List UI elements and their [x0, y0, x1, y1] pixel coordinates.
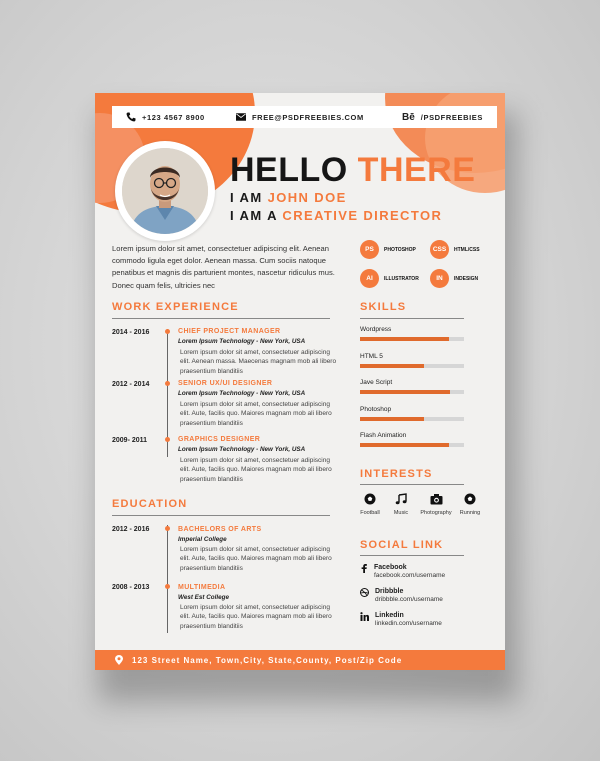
degree-title: BACHELORS OF ARTS	[178, 526, 262, 533]
job-title: GRAPHICS DESIGNER	[178, 436, 261, 443]
software-badge	[360, 240, 416, 259]
name-line	[230, 190, 347, 205]
there-word: THERE	[357, 151, 476, 189]
contact-bar	[112, 106, 497, 128]
job-company: Lorem Ipsum Technology - New York, USA	[178, 338, 306, 345]
social-name: Dribbble	[375, 588, 404, 595]
behance-contact	[402, 112, 483, 123]
interest-item	[381, 493, 421, 516]
email-address: FREE@PSDFREEBIES.COM	[252, 112, 364, 122]
football-icon	[364, 493, 376, 505]
skill-bar-fill	[360, 390, 450, 394]
phone-contact	[126, 112, 236, 122]
page-title	[230, 151, 475, 190]
skill-name: Jave Script	[360, 379, 393, 386]
interests-heading: INTERESTS	[360, 468, 433, 480]
person-name: JOHN DOE	[267, 190, 347, 205]
job-description: Lorem ipsum dolor sit amet, consectetuer adipiscing elit. Aute, facilis quo. Maiores magnam mob ali libero praesentium blanditiis	[180, 401, 332, 427]
skill-bar-fill	[360, 337, 449, 341]
social-url[interactable]: linkedin.com/username	[375, 620, 442, 627]
software-label: HTML/CSS	[454, 246, 480, 253]
divider	[360, 318, 464, 319]
facebook-icon	[360, 564, 368, 573]
timeline-dot	[165, 381, 170, 386]
interest-label: Music	[393, 510, 409, 516]
profile-photo-frame	[115, 141, 215, 241]
social-item-facebook[interactable]	[360, 564, 445, 579]
interest-label: Photography	[420, 510, 452, 516]
camera-icon	[430, 493, 443, 505]
education-heading: EDUCATION	[112, 498, 188, 510]
dribbble-icon	[360, 588, 369, 597]
skill-bar-fill	[360, 443, 449, 447]
job-years: 2012 - 2014	[112, 381, 150, 388]
illustrator-icon: AI	[360, 269, 379, 288]
skill-bar-track	[360, 337, 464, 341]
email-contact	[236, 112, 386, 122]
school-name: West Est College	[178, 594, 229, 601]
divider	[360, 555, 464, 556]
timeline-dot	[165, 584, 170, 589]
skill-name: Wordpress	[360, 326, 392, 333]
social-link-heading: SOCIAL LINK	[360, 539, 444, 551]
job-title: CHIEF PROJECT MANAGER	[178, 328, 281, 335]
interest-label: Running	[459, 510, 481, 516]
skill-name: Photoshop	[360, 405, 392, 413]
skill-bar-track	[360, 417, 464, 421]
behance-handle: /PSDFREEBIES	[420, 112, 483, 122]
job-description: Lorem ipsum dolor sit amet, consectetuer adipiscing elit. Aenean massa. Maecenas magnam mob ali libero praesentium blanditiis	[180, 349, 337, 375]
skill-bar-fill	[360, 364, 424, 368]
skill-name: HTML 5	[360, 352, 383, 360]
social-item-linkedin[interactable]	[360, 612, 442, 627]
intro-paragraph: Lorem ipsum dolor sit amet, consectetuer adipiscing elit. Aenean commodo ligula eget dolor. Aenean massa. Cum sociis natoque penatibus et magnis dis parturient montes, nascetur ridiculus mus. Donec quam felis, ultricies nec	[112, 244, 335, 290]
software-badge	[430, 240, 480, 259]
name-prefix: I AM	[230, 190, 263, 205]
divider	[112, 318, 330, 319]
phone-icon	[126, 112, 136, 122]
social-url[interactable]: facebook.com/username	[374, 572, 446, 579]
job-role: CREATIVE DIRECTOR	[282, 208, 443, 223]
skill-bar-fill	[360, 417, 424, 421]
skill-bar-track	[360, 443, 464, 447]
school-name: Imperial College	[178, 536, 227, 543]
interest-label: Football	[360, 510, 380, 516]
avatar	[122, 148, 208, 234]
indesign-icon: IN	[430, 269, 449, 288]
software-badge	[360, 269, 419, 288]
software-badge	[430, 269, 478, 288]
work-experience-heading: WORK EXPERIENCE	[112, 301, 239, 313]
job-title: SENIOR UX/UI DESIGNER	[178, 380, 273, 387]
job-years: 2014 - 2016	[112, 329, 150, 336]
timeline-dot	[165, 526, 170, 531]
interest-item	[450, 493, 490, 516]
job-years: 2009- 2011	[112, 437, 148, 444]
timeline-dot	[165, 437, 170, 442]
edu-description: Lorem ipsum dolor sit amet, consectetuer adipiscing elit. Aute, facilis quo. Maiores magnam mob ali libero praesentium blanditiis	[180, 604, 332, 630]
resume-page	[95, 93, 505, 670]
software-label: INDESIGN	[454, 275, 479, 282]
address-footer	[95, 650, 505, 670]
social-name: Facebook	[374, 564, 407, 571]
job-description: Lorem ipsum dolor sit amet, consectetuer adipiscing elit. Aute, facilis quo. Maiores magnam mob ali libero praesentium blanditiis	[180, 457, 332, 483]
timeline-dot	[165, 329, 170, 334]
location-pin-icon	[115, 655, 123, 665]
behance-icon: Bē	[401, 111, 415, 123]
skill-bar-track	[360, 390, 464, 394]
education-timeline	[167, 525, 168, 633]
photoshop-icon: PS	[360, 240, 379, 259]
role-prefix: I AM A	[230, 208, 278, 223]
portrait-image	[122, 148, 208, 234]
edu-description: Lorem ipsum dolor sit amet, consectetuer adipiscing elit. Aute, facilis quo. Maiores magnam mob ali libero praesentium blanditiis	[180, 546, 332, 572]
address-text: 123 Street Name, Town,City, State,County, Post/Zip Code	[132, 655, 403, 665]
divider	[360, 484, 464, 485]
skills-heading: SKILLS	[360, 301, 407, 313]
music-icon	[395, 493, 407, 505]
edu-years: 2012 - 2016	[112, 526, 150, 533]
css-icon: CSS	[430, 240, 449, 259]
role-line	[230, 208, 442, 223]
skill-bar-track	[360, 364, 464, 368]
social-name: Linkedin	[375, 612, 404, 619]
linkedin-icon	[360, 612, 369, 621]
running-ball-icon	[464, 493, 476, 505]
edu-years: 2008 - 2013	[112, 584, 150, 591]
divider	[112, 515, 330, 516]
social-item-dribbble[interactable]	[360, 588, 443, 603]
job-company: Lorem Ipsum Technology - New York, USA	[178, 390, 306, 397]
social-url[interactable]: dribbble.com/username	[375, 596, 443, 603]
phone-number: +123 4567 8900	[142, 112, 205, 122]
hello-word: HELLO	[230, 151, 348, 189]
software-label: ILLUSTRATOR	[384, 275, 419, 282]
degree-title: MULTIMEDIA	[178, 584, 226, 591]
software-label: PHOTOSHOP	[384, 246, 416, 253]
skill-name: Flash Animation	[360, 432, 407, 439]
mail-icon	[236, 112, 246, 122]
job-company: Lorem Ipsum Technology - New York, USA	[178, 446, 306, 453]
